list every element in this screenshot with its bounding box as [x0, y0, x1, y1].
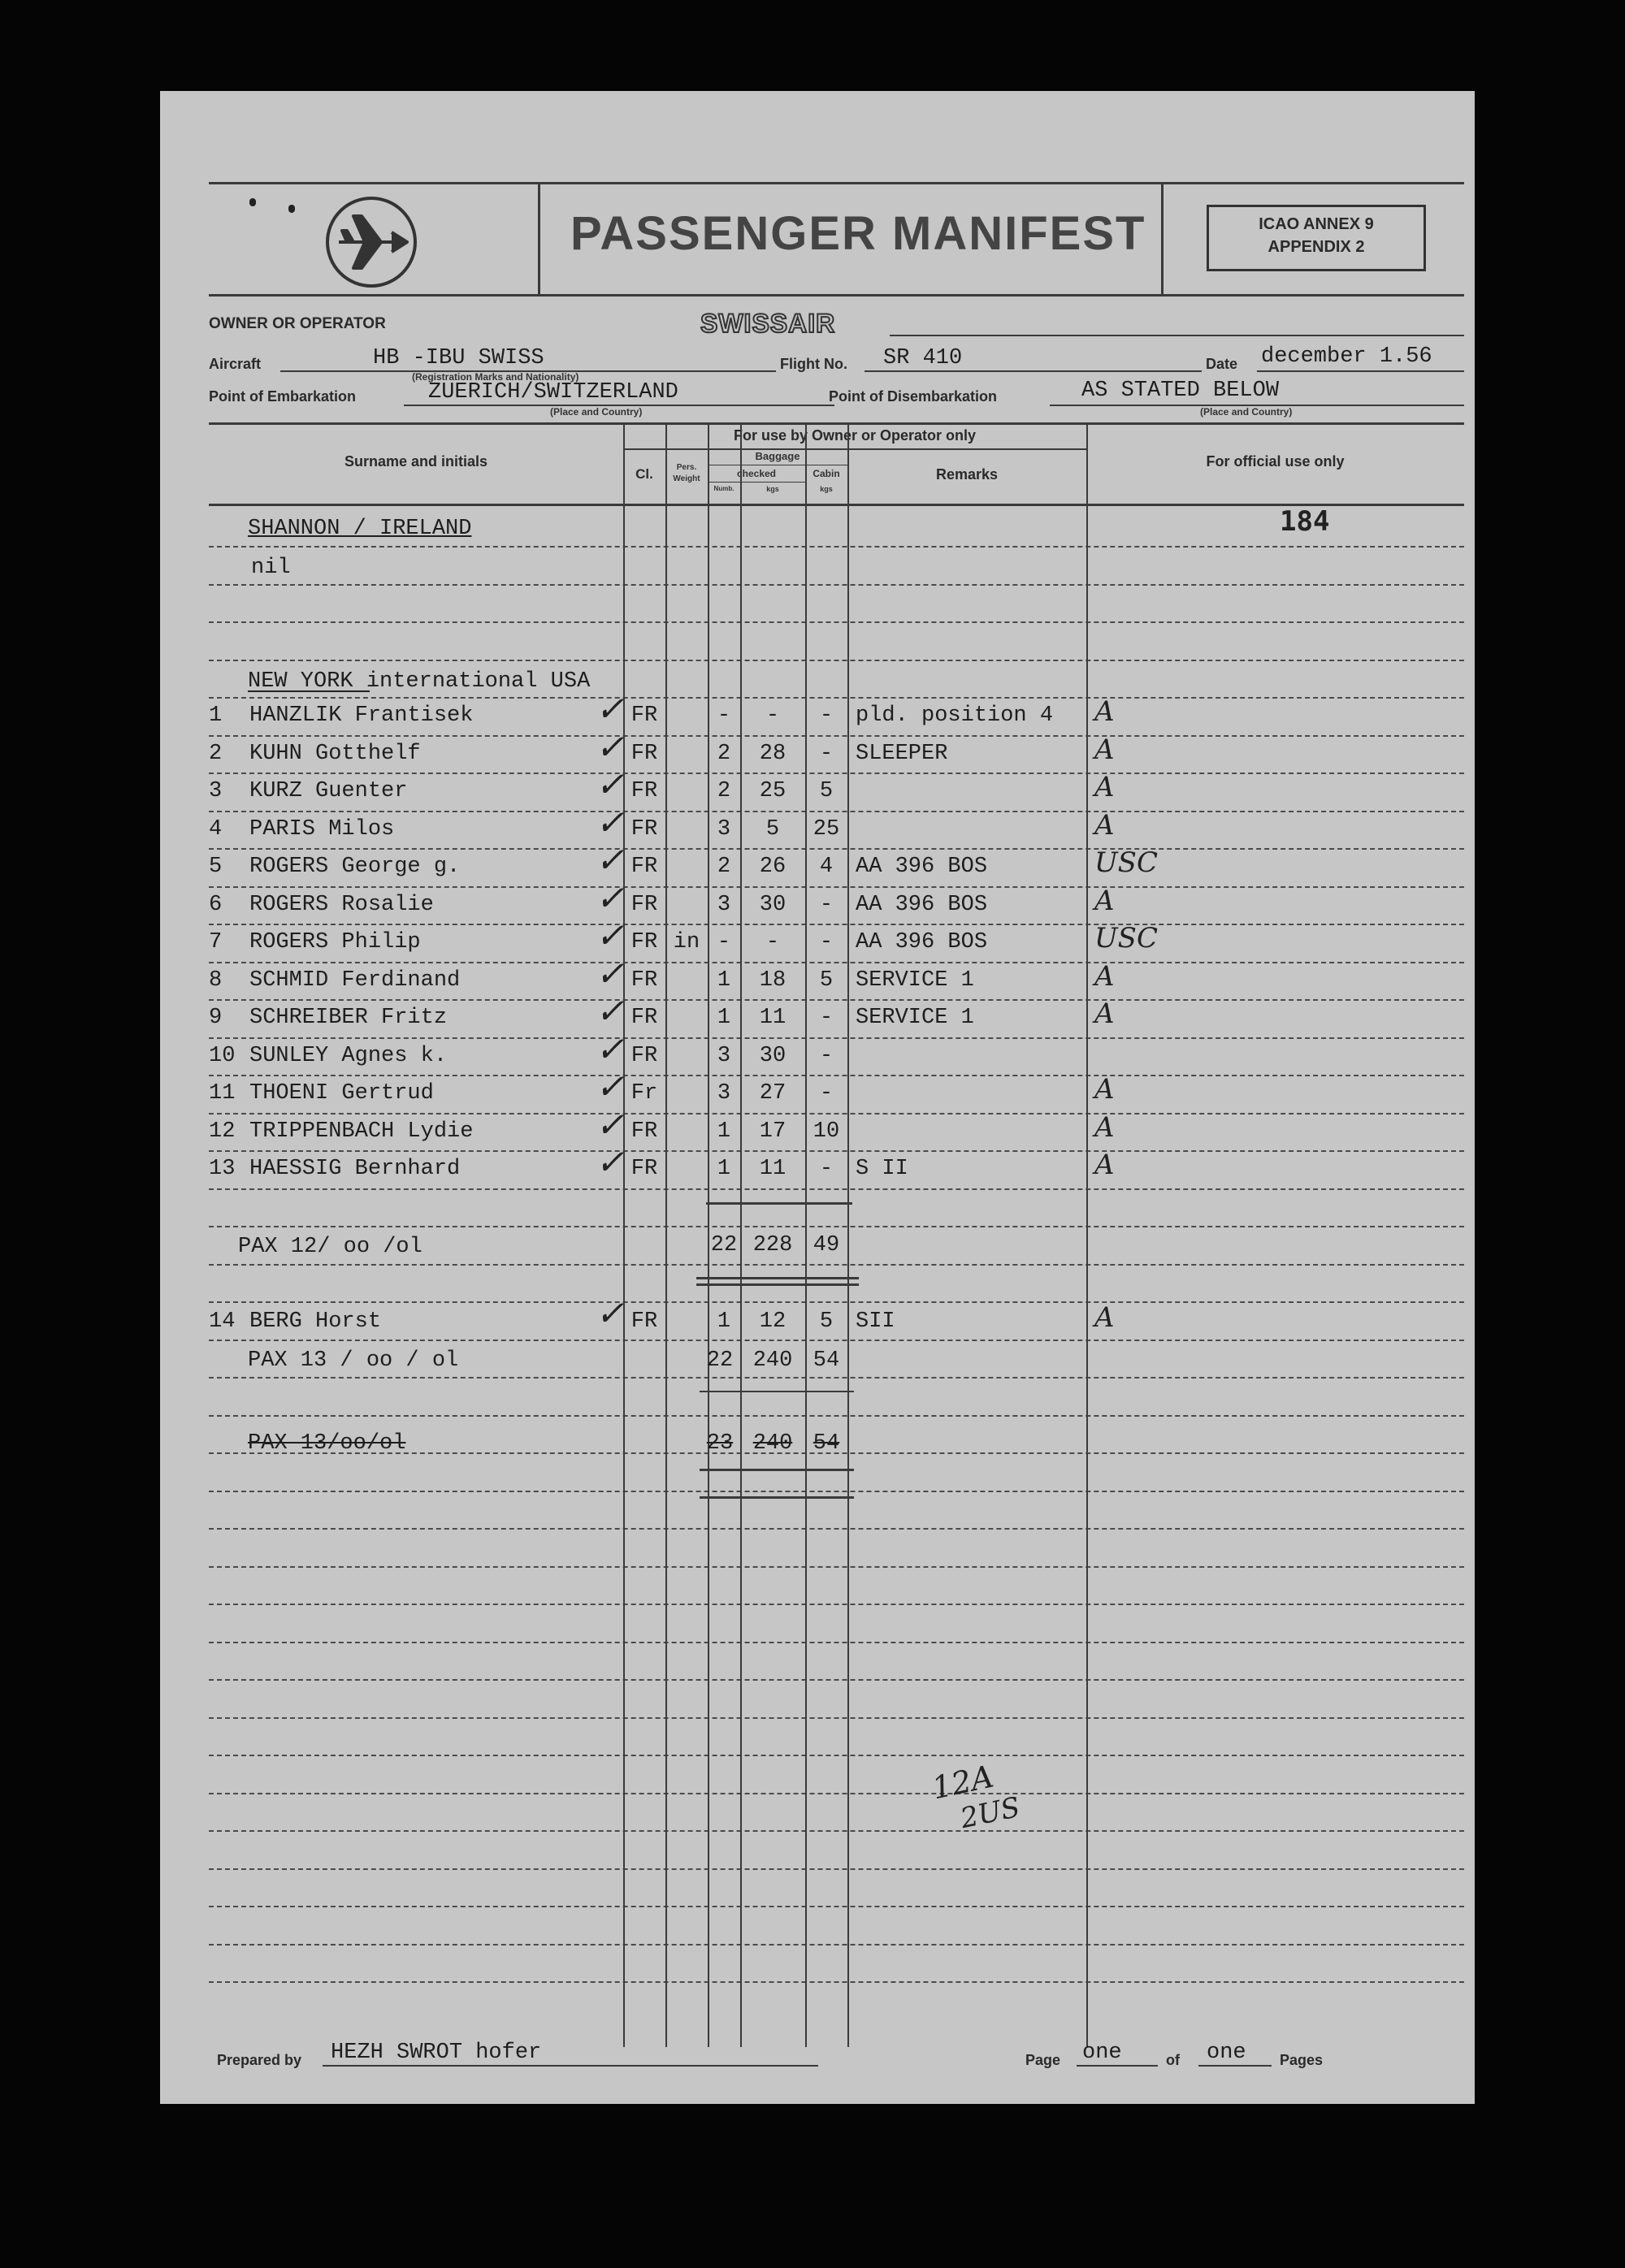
ruled-line	[209, 1755, 1464, 1756]
check-mark: ✓	[596, 878, 625, 918]
subtotal3-checked: 240	[752, 1431, 793, 1456]
aircraft-sub: (Registration Marks and Nationality)	[412, 371, 579, 383]
passenger-numb: 3	[717, 817, 731, 842]
ruled-line	[209, 1793, 1464, 1794]
passenger-numb: 2	[717, 779, 731, 803]
ruled-line	[209, 1113, 1464, 1115]
handwritten-note-2: 2US	[957, 1790, 1023, 1836]
operator-logo: SWISSAIR	[700, 309, 836, 338]
header-divider-1	[538, 182, 540, 294]
passenger-no: 13	[209, 1157, 236, 1181]
passenger-cl: FR	[630, 1006, 658, 1030]
passenger-cl: FR	[630, 893, 658, 917]
passenger-checked: 11	[759, 1157, 786, 1181]
passenger-checked: 28	[759, 742, 786, 766]
subtotal2-checked: 240	[752, 1348, 793, 1373]
passenger-no: 1	[209, 703, 223, 728]
passenger-cl: FR	[630, 968, 658, 993]
ruled-line	[209, 1717, 1464, 1719]
ruled-line	[209, 1264, 1464, 1266]
page-line	[1077, 2065, 1158, 2067]
flight-label: Flight No.	[780, 356, 847, 372]
passenger-numb: 1	[717, 968, 731, 993]
flight-value: SR 410	[883, 346, 963, 370]
passenger-numb: 1	[717, 1119, 731, 1144]
date-line	[1257, 370, 1464, 372]
passenger-remarks: AA 396 BOS	[856, 930, 988, 954]
stop2-underline	[248, 690, 370, 692]
numb-header: Numb.	[713, 485, 734, 492]
ruled-line	[209, 1226, 1464, 1227]
passenger-name: ROGERS George g.	[249, 855, 461, 879]
passenger-cabin: 4	[819, 855, 834, 879]
passenger-cabin: -	[819, 703, 834, 728]
prepared-label: Prepared by	[217, 2052, 302, 2068]
passenger-cl: FR	[630, 1157, 658, 1181]
passenger-cl: FR	[630, 855, 658, 879]
subtotal1-numb: 22	[710, 1233, 738, 1257]
ruled-line	[209, 1075, 1464, 1076]
owner-use-rule	[623, 448, 1086, 450]
subtotal3-cabin: 54	[812, 1431, 840, 1456]
column-rule	[1086, 422, 1088, 2047]
passenger-cl: FR	[630, 742, 658, 766]
ruled-line	[209, 1037, 1464, 1039]
passenger-numb: -	[717, 930, 731, 954]
passenger-name: KUHN Gotthelf	[249, 742, 421, 766]
passenger-name: SUNLEY Agnes k.	[249, 1044, 448, 1068]
passenger-no: 2	[209, 742, 223, 766]
passenger-no: 8	[209, 968, 223, 993]
disembark-sub: (Place and Country)	[1200, 406, 1293, 418]
passenger-cl: FR	[630, 703, 658, 728]
passenger-official: USC	[1094, 846, 1158, 879]
ruled-line	[209, 584, 1464, 586]
subtotal2-rule	[700, 1391, 854, 1392]
passenger-name: KURZ Guenter	[249, 779, 408, 803]
flight-line	[864, 370, 1202, 372]
ruled-line	[209, 660, 1464, 661]
official-header: For official use only	[1206, 453, 1345, 470]
ruled-line	[209, 999, 1464, 1001]
passenger-cabin: 5	[819, 779, 834, 803]
passenger-numb: 3	[717, 1081, 731, 1106]
page-value: one	[1082, 2041, 1122, 2065]
check-mark: ✓	[596, 1105, 625, 1145]
checked-header: checked	[736, 468, 777, 479]
column-rule	[623, 422, 625, 2047]
passenger-numb: 1	[717, 1157, 731, 1181]
of-label: of	[1166, 2052, 1180, 2068]
prepared-line	[323, 2065, 818, 2067]
passenger-remarks: SERVICE 1	[856, 1006, 974, 1030]
surname-header: Surname and initials	[344, 453, 488, 470]
check-mark: ✓	[596, 840, 625, 880]
ruled-line	[209, 1188, 1464, 1190]
date-label: Date	[1206, 356, 1238, 372]
passenger-numb: 2	[717, 742, 731, 766]
subtotal2-cabin: 54	[812, 1348, 840, 1373]
p14-numb: 1	[717, 1309, 731, 1334]
subtotal1-top-rule	[706, 1202, 852, 1205]
passenger-remarks: pld. position 4	[856, 703, 1054, 728]
passenger-cl: FR	[630, 1119, 658, 1144]
passenger-no: 6	[209, 893, 223, 917]
passenger-cabin: -	[819, 930, 834, 954]
passenger-name: HAESSIG Bernhard	[249, 1157, 461, 1181]
passenger-no: 12	[209, 1119, 236, 1144]
passenger-no: 9	[209, 1006, 223, 1030]
p14-cabin: 5	[819, 1309, 834, 1334]
passenger-cl: Fr	[630, 1081, 658, 1106]
ruled-line	[209, 1340, 1464, 1341]
check-mark: ✓	[596, 915, 625, 955]
p14-checked: 12	[759, 1309, 786, 1334]
passenger-cl: FR	[630, 930, 658, 954]
header-divider-2	[1161, 182, 1164, 294]
official-number: 184	[1280, 505, 1330, 538]
passenger-checked: 30	[759, 1044, 786, 1068]
passenger-name: ROGERS Rosalie	[249, 893, 434, 917]
passenger-name: ROGERS Philip	[249, 930, 421, 954]
p14-cl: FR	[630, 1309, 658, 1334]
subtotal2-label: PAX 13 / oo / ol	[248, 1348, 459, 1373]
passenger-no: 5	[209, 855, 223, 879]
stop1-label: SHANNON / IRELAND	[248, 517, 472, 541]
passenger-official: A	[1094, 1111, 1115, 1144]
weight-header-2: Weight	[673, 474, 700, 483]
passenger-checked: 27	[759, 1081, 786, 1106]
passenger-checked: 18	[759, 968, 786, 993]
ruled-line	[209, 1830, 1464, 1832]
passenger-cl: FR	[630, 779, 658, 803]
ruled-line	[209, 546, 1464, 548]
passenger-weight: in	[673, 930, 700, 954]
passenger-checked: 5	[765, 817, 780, 842]
disembark-value: AS STATED BELOW	[1081, 379, 1280, 403]
aircraft-value: HB -IBU SWISS	[373, 346, 544, 370]
ruled-line	[209, 1566, 1464, 1568]
ruled-line	[209, 811, 1464, 812]
passenger-cl: FR	[630, 1044, 658, 1068]
ruled-line	[209, 1301, 1464, 1303]
ruled-line	[209, 1868, 1464, 1870]
ruled-line	[209, 1642, 1464, 1643]
passenger-cabin: -	[819, 893, 834, 917]
passenger-cabin: -	[819, 1006, 834, 1030]
check-mark: ✓	[596, 1142, 625, 1182]
passenger-no: 3	[209, 779, 223, 803]
ink-speck	[288, 205, 295, 213]
page-label: Page	[1025, 2052, 1061, 2068]
passenger-cabin: 5	[819, 968, 834, 993]
owner-use-header: For use by Owner or Operator only	[733, 427, 977, 444]
ruled-line	[209, 1679, 1464, 1681]
passenger-checked: 26	[759, 855, 786, 879]
ruled-line	[209, 1944, 1464, 1946]
subtotal1-cabin: 49	[812, 1233, 840, 1257]
ruled-line	[209, 886, 1464, 888]
passenger-official: USC	[1094, 922, 1158, 954]
subtotal1-rule-b	[696, 1283, 859, 1286]
passenger-remarks: S II	[856, 1157, 908, 1181]
p14-official: A	[1094, 1301, 1115, 1334]
header-top-rule	[209, 182, 1464, 184]
disembark-label: Point of Disembarkation	[829, 388, 998, 405]
cl-header: Cl.	[635, 466, 653, 482]
passenger-no: 10	[209, 1044, 236, 1068]
subtotal3-numb: 23	[706, 1431, 734, 1456]
pages-label: Pages	[1280, 2052, 1324, 2068]
passenger-cl: FR	[630, 817, 658, 842]
page-title: PASSENGER MANIFEST	[570, 207, 1146, 260]
passenger-name: THOENI Gertrud	[249, 1081, 434, 1106]
aircraft-label: Aircraft	[209, 356, 262, 372]
check-mark: ✓	[596, 803, 625, 842]
ruled-line	[209, 697, 1464, 699]
icao-line1: ICAO ANNEX 9	[1259, 215, 1374, 233]
subtotal1-checked: 228	[752, 1233, 793, 1257]
passenger-remarks: AA 396 BOS	[856, 855, 988, 879]
header-bottom-rule	[209, 294, 1464, 296]
subtotal3-rule-a	[700, 1469, 854, 1471]
passenger-official: A	[1094, 1149, 1115, 1181]
passenger-no: 7	[209, 930, 223, 954]
of-value: one	[1207, 2041, 1246, 2065]
p14-remarks: SII	[856, 1309, 895, 1334]
owner-label: OWNER OR OPERATOR	[209, 315, 386, 332]
cabin-header: Cabin	[812, 468, 840, 479]
passenger-numb: -	[717, 703, 731, 728]
ruled-line	[209, 1150, 1464, 1152]
baggage-header: Baggage	[755, 450, 800, 462]
passenger-official: A	[1094, 771, 1115, 803]
passenger-remarks: AA 396 BOS	[856, 893, 988, 917]
remarks-header: Remarks	[935, 466, 999, 483]
p14-name: BERG Horst	[249, 1309, 382, 1334]
passenger-checked: -	[765, 703, 780, 728]
passenger-no: 11	[209, 1081, 236, 1106]
check-mark: ✓	[596, 764, 625, 804]
ruled-line	[209, 1377, 1464, 1379]
passenger-cabin: -	[819, 1081, 834, 1106]
passenger-official: A	[1094, 1073, 1115, 1106]
check-mark: ✓	[596, 991, 625, 1031]
ruled-line	[209, 1981, 1464, 1983]
passenger-name: SCHREIBER Fritz	[249, 1006, 448, 1030]
passenger-name: TRIPPENBACH Lydie	[249, 1119, 474, 1144]
ruled-line	[209, 1604, 1464, 1605]
passenger-checked: 11	[759, 1006, 786, 1030]
icao-line2: APPENDIX 2	[1268, 238, 1365, 256]
handwritten-note-1: 12A	[929, 1758, 997, 1807]
ruled-line	[209, 924, 1464, 925]
owner-line	[890, 335, 1464, 336]
check-mark: ✓	[596, 1067, 625, 1106]
weight-header-1: Pers.	[676, 463, 697, 472]
passenger-numb: 3	[717, 893, 731, 917]
check-mark: ✓	[596, 727, 625, 767]
ruled-line	[209, 621, 1464, 623]
passenger-official: A	[1094, 734, 1115, 766]
passenger-remarks: SERVICE 1	[856, 968, 974, 993]
passenger-official: A	[1094, 960, 1115, 993]
passenger-official: A	[1094, 695, 1115, 728]
table-top-rule	[209, 422, 1464, 425]
stop1-value: nil	[251, 556, 291, 580]
ruled-line	[209, 962, 1464, 963]
passenger-cabin: -	[819, 1157, 834, 1181]
passenger-official: A	[1094, 809, 1115, 842]
subtotal3-rule-b	[700, 1496, 854, 1499]
embark-value: ZUERICH/SWITZERLAND	[428, 380, 678, 405]
prepared-value: HEZH SWROT hofer	[331, 2041, 542, 2065]
passenger-cabin: 25	[812, 817, 840, 842]
passenger-checked: 17	[759, 1119, 786, 1144]
passenger-checked: 25	[759, 779, 786, 803]
ruled-line	[209, 1906, 1464, 1907]
airplane-circle-icon	[323, 193, 420, 291]
embark-sub: (Place and Country)	[550, 406, 643, 418]
p14-no: 14	[209, 1309, 236, 1334]
passenger-numb: 1	[717, 1006, 731, 1030]
kgs-header-1: kgs	[766, 485, 779, 493]
ruled-line	[209, 848, 1464, 850]
stop2-label: NEW YORK international USA	[248, 669, 591, 694]
check-mark: ✓	[596, 1029, 625, 1069]
ink-speck	[249, 198, 256, 206]
subtotal1-rule-a	[696, 1277, 859, 1279]
subtotal3-label: PAX 13/oo/ol	[248, 1431, 406, 1456]
passenger-checked: -	[765, 930, 780, 954]
passenger-official: A	[1094, 885, 1115, 917]
column-rule	[847, 422, 849, 2047]
passenger-cabin: -	[819, 1044, 834, 1068]
kgs-header-2: kgs	[820, 485, 833, 493]
ruled-line	[209, 1491, 1464, 1492]
header-rule	[209, 504, 1464, 506]
icao-box	[1207, 205, 1426, 271]
check-mark: ✓	[596, 689, 625, 729]
manifest-sheet	[160, 91, 1475, 2104]
checked-rule	[708, 482, 805, 483]
check-mark: ✓	[596, 954, 625, 993]
passenger-name: HANZLIK Frantisek	[249, 703, 474, 728]
passenger-cabin: -	[819, 742, 834, 766]
column-rule	[665, 422, 667, 2047]
passenger-numb: 3	[717, 1044, 731, 1068]
subtotal1-label: PAX 12/ oo /ol	[238, 1235, 422, 1259]
passenger-no: 4	[209, 817, 223, 842]
passenger-remarks: SLEEPER	[856, 742, 948, 766]
ruled-line	[209, 773, 1464, 774]
of-line	[1198, 2065, 1272, 2067]
passenger-official: A	[1094, 998, 1115, 1030]
p14-check: ✓	[596, 1293, 625, 1333]
subtotal2-numb: 22	[706, 1348, 734, 1373]
ruled-line	[209, 1528, 1464, 1530]
passenger-name: PARIS Milos	[249, 817, 395, 842]
ruled-line	[209, 735, 1464, 737]
date-value: december 1.56	[1261, 344, 1432, 369]
embark-label: Point of Embarkation	[209, 388, 357, 405]
passenger-name: SCHMID Ferdinand	[249, 968, 461, 993]
passenger-checked: 30	[759, 893, 786, 917]
passenger-cabin: 10	[812, 1119, 840, 1144]
passenger-numb: 2	[717, 855, 731, 879]
ruled-line	[209, 1415, 1464, 1417]
